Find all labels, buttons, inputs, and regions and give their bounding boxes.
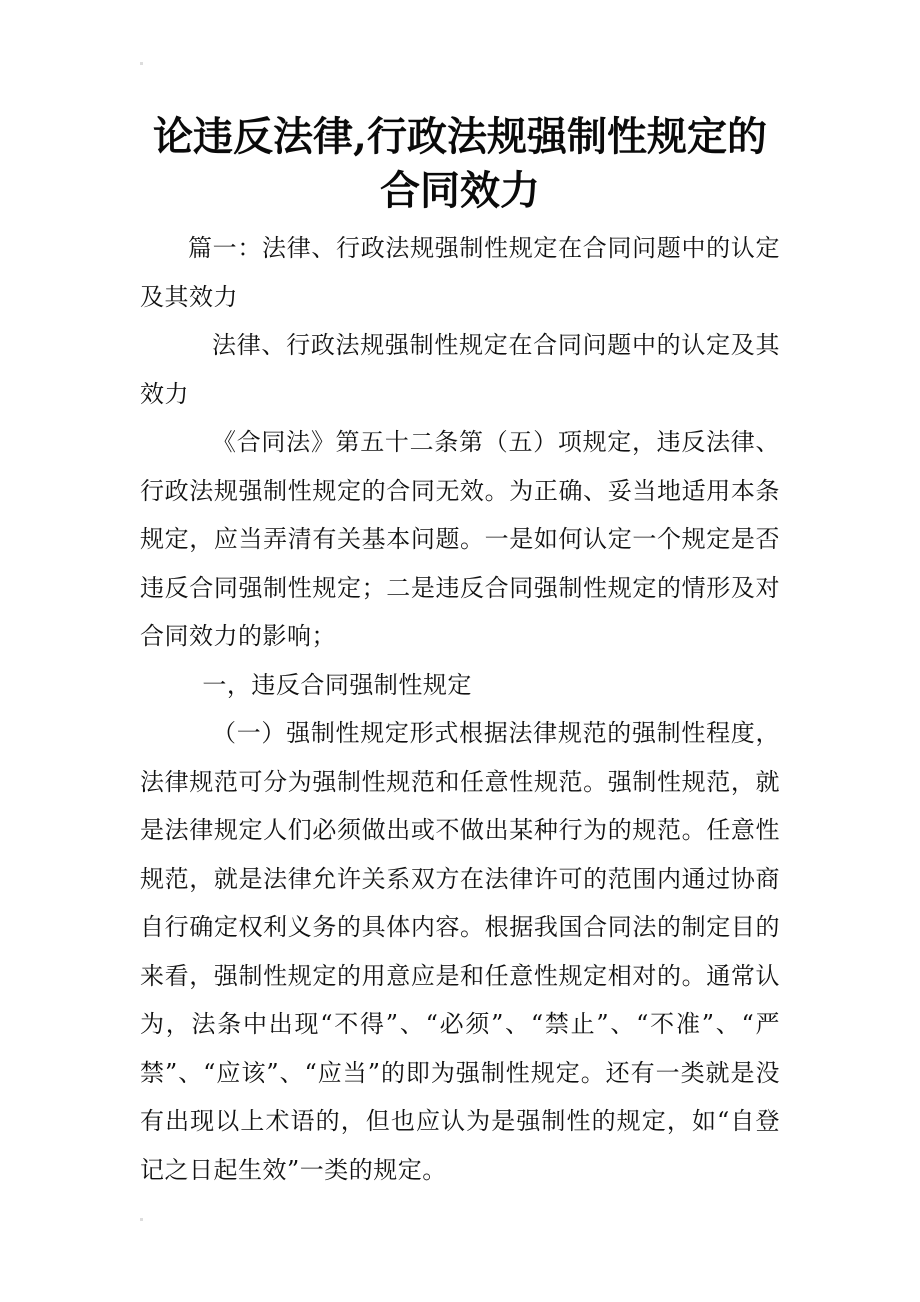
scan-mark-top-left (140, 62, 143, 65)
scan-mark-bottom-left (140, 1218, 143, 1221)
subtitle-paragraph: 法律、行政法规强制性规定在合同问题中的认定及其效力 (140, 331, 780, 408)
mandatory-rules-paragraph: （一）强制性规定形式根据法律规范的强制性程度，法律规范可分为强制性规范和任意性规范。强制性规范，就是法律规定人们必须做出或不做出某种行为的规范。任意性规范，就是法律允许关系双方在法律许可的范围内通过协商自行确定权利义务的具体内容。根据我国合同法的制定目的来看，强制性规定的用意应是和任意性规定相对的。通常认为，法条中出现“不得”、“必须”、“禁止”、“不准”、“严禁”、“应该”、“应当”的即为强制性规定。还有一类就是没有出现以上术语的，但也应认为是强制性的规定，如“自登记之日起生效”一类的规定。 (140, 719, 780, 1184)
section-heading-paragraph: 篇一：法律、行政法规强制性规定在合同问题中的认定及其效力 (140, 234, 780, 311)
part-one-heading: 一，违反合同强制性规定 (202, 670, 472, 699)
document-body (140, 224, 780, 1194)
document-title: 论违反法律,行政法规强制性规定的合同效力 (153, 113, 767, 214)
intro-paragraph: 《合同法》第五十二条第（五）项规定，违反法律、行政法规强制性规定的合同无效。为正确、妥当地适用本条规定，应当弄清有关基本问题。一是如何认定一个规定是否违反合同强制性规定；二是违反合同强制性规定的情形及对合同效力的影响； (140, 428, 780, 650)
